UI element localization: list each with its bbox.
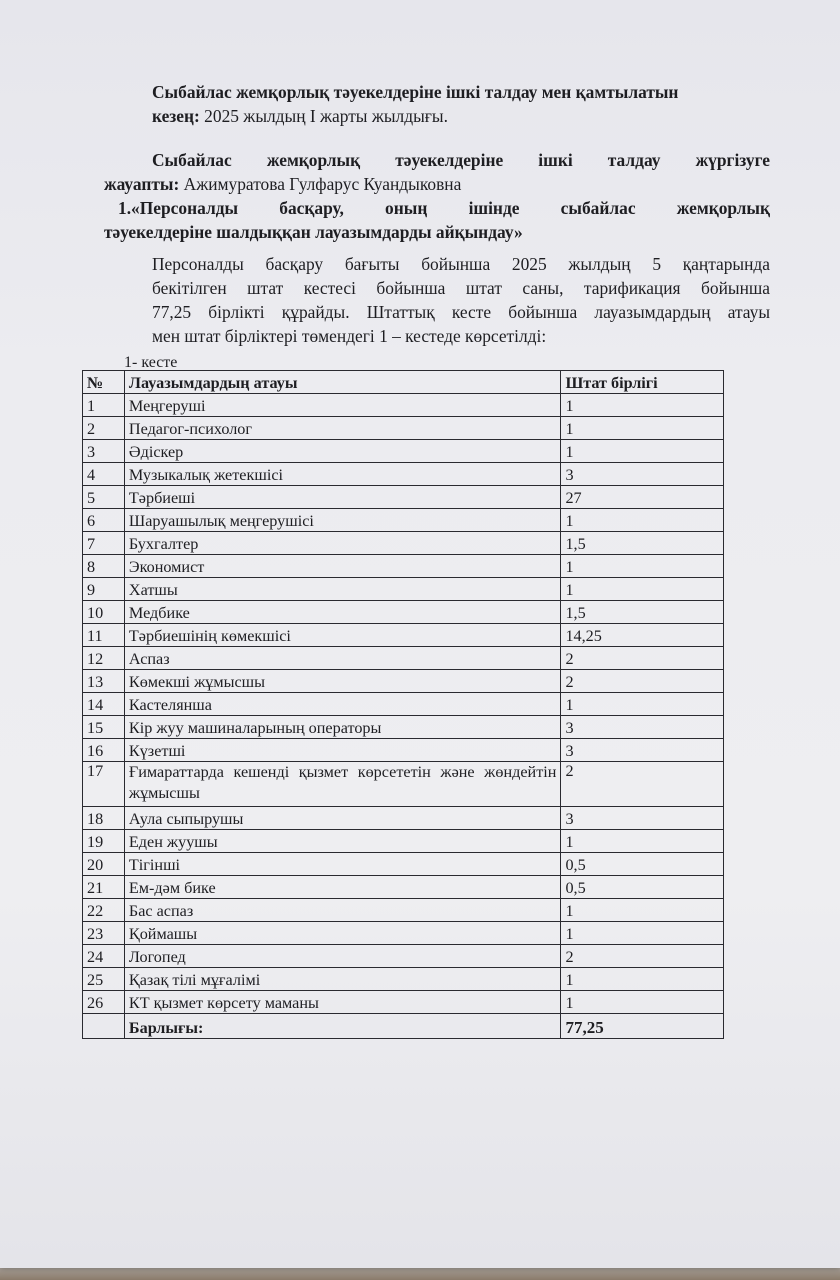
row-qty: 1 <box>561 578 724 601</box>
row-qty: 3 <box>561 739 724 762</box>
table-row <box>83 716 724 739</box>
table-row <box>83 555 724 578</box>
table-row <box>83 394 724 417</box>
table-row <box>83 509 724 532</box>
section-title: 1.«Персоналды басқару, оның ішінде сыбайлас жемқорлық <box>118 198 770 218</box>
row-name: Логопед <box>124 945 561 968</box>
table-row <box>83 762 724 807</box>
table-row <box>83 670 724 693</box>
row-num: 3 <box>83 440 125 463</box>
row-name: Қоймашы <box>124 922 561 945</box>
row-name: Тәрбиеші <box>124 486 561 509</box>
period-label-2: кезең: <box>152 106 200 126</box>
table-row <box>83 853 724 876</box>
row-num: 22 <box>83 899 125 922</box>
row-qty: 2 <box>561 945 724 968</box>
row-name: Күзетші <box>124 739 561 762</box>
body-paragraph <box>152 252 770 348</box>
staff-table <box>82 370 724 1039</box>
row-num: 25 <box>83 968 125 991</box>
row-qty: 1,5 <box>561 601 724 624</box>
responsible-label-2: жауапты: <box>104 174 180 194</box>
row-name: Экономист <box>124 555 561 578</box>
row-num: 13 <box>83 670 125 693</box>
header-name: Лауазымдардың атауы <box>124 371 561 394</box>
row-name: Кір жуу машиналарының операторы <box>124 716 561 739</box>
table-total-row <box>83 1014 724 1039</box>
responsible-value: Ажимуратова Гулфарус Куандыковна <box>179 174 462 194</box>
row-num: 15 <box>83 716 125 739</box>
table-row <box>83 807 724 830</box>
table-row <box>83 440 724 463</box>
row-qty: 1 <box>561 968 724 991</box>
section-title-2: тәуекелдеріне шалдыққан лауазымдарды айқындау» <box>104 222 523 242</box>
total-value: 77,25 <box>561 1014 724 1039</box>
row-num: 12 <box>83 647 125 670</box>
row-num: 9 <box>83 578 125 601</box>
row-name: Ем-дәм бике <box>124 876 561 899</box>
row-num: 24 <box>83 945 125 968</box>
row-num: 5 <box>83 486 125 509</box>
body-line: Персоналды басқару бағыты бойынша 2025 жылдың 5 қаңтарында <box>152 254 770 274</box>
row-name: Медбике <box>124 601 561 624</box>
row-qty: 3 <box>561 807 724 830</box>
row-qty: 1 <box>561 693 724 716</box>
total-label: Барлығы: <box>124 1014 561 1039</box>
header-num: № <box>83 371 125 394</box>
header-qty: Штат бірлігі <box>561 371 724 394</box>
table-row <box>83 899 724 922</box>
body-line: бекітілген штат кестесі бойынша штат саны, тарификация бойынша <box>152 278 770 298</box>
row-num: 23 <box>83 922 125 945</box>
table-row <box>83 647 724 670</box>
row-name: Ғимараттарда кешенді қызмет көрсететін және жөндейтін жұмысшы <box>124 762 561 807</box>
row-name: Бухгалтер <box>124 532 561 555</box>
table-row <box>83 693 724 716</box>
row-name: Шаруашылық меңгерушісі <box>124 509 561 532</box>
row-qty: 3 <box>561 463 724 486</box>
row-num: 10 <box>83 601 125 624</box>
table-row <box>83 601 724 624</box>
row-qty: 0,5 <box>561 876 724 899</box>
row-num: 16 <box>83 739 125 762</box>
row-num: 20 <box>83 853 125 876</box>
row-qty: 2 <box>561 762 724 807</box>
table-row <box>83 830 724 853</box>
row-num: 2 <box>83 417 125 440</box>
row-name: Музыкалық жетекшісі <box>124 463 561 486</box>
row-num: 11 <box>83 624 125 647</box>
row-qty: 1 <box>561 394 724 417</box>
table-row <box>83 463 724 486</box>
row-qty: 1 <box>561 555 724 578</box>
row-name: Тігінші <box>124 853 561 876</box>
table-caption: 1- кесте <box>124 354 178 371</box>
row-qty: 3 <box>561 716 724 739</box>
period-label: Сыбайлас жемқорлық тәуекелдеріне ішкі талдау мен қамтылатын <box>152 82 679 102</box>
table-row <box>83 578 724 601</box>
table-row <box>83 486 724 509</box>
row-name: Меңгеруші <box>124 394 561 417</box>
row-qty: 1,5 <box>561 532 724 555</box>
row-qty: 1 <box>561 991 724 1014</box>
table-row <box>83 968 724 991</box>
row-name: Кастелянша <box>124 693 561 716</box>
period-line <box>152 104 770 128</box>
table-header-row <box>83 371 724 394</box>
row-name: Қазақ тілі мұғалімі <box>124 968 561 991</box>
row-name: КТ қызмет көрсету маманы <box>124 991 561 1014</box>
total-num-cell <box>83 1014 125 1039</box>
row-qty: 27 <box>561 486 724 509</box>
row-qty: 1 <box>561 417 724 440</box>
table-row <box>83 739 724 762</box>
table-row <box>83 624 724 647</box>
row-qty: 2 <box>561 647 724 670</box>
row-num: 19 <box>83 830 125 853</box>
row-name: Көмекші жұмысшы <box>124 670 561 693</box>
row-qty: 1 <box>561 830 724 853</box>
row-name: Тәрбиешінің көмекшісі <box>124 624 561 647</box>
row-num: 8 <box>83 555 125 578</box>
row-num: 7 <box>83 532 125 555</box>
body-line: мен штат бірліктері төмендегі 1 – кестеде көрсетілді: <box>152 326 547 346</box>
row-name: Хатшы <box>124 578 561 601</box>
row-num: 6 <box>83 509 125 532</box>
table-row <box>83 417 724 440</box>
table-row <box>83 922 724 945</box>
row-num: 18 <box>83 807 125 830</box>
row-qty: 1 <box>561 922 724 945</box>
table-body <box>83 394 724 1039</box>
row-num: 1 <box>83 394 125 417</box>
responsible-label: Сыбайлас жемқорлық тәуекелдеріне ішкі талдау жүргізуге <box>152 150 770 170</box>
table-row <box>83 876 724 899</box>
row-qty: 0,5 <box>561 853 724 876</box>
table-row <box>83 991 724 1014</box>
period-value: 2025 жылдың I жарты жылдығы. <box>199 106 448 126</box>
row-num: 14 <box>83 693 125 716</box>
row-num: 26 <box>83 991 125 1014</box>
row-num: 17 <box>83 762 125 807</box>
row-num: 4 <box>83 463 125 486</box>
responsible-line <box>104 172 770 196</box>
row-name: Еден жуушы <box>124 830 561 853</box>
row-name: Бас аспаз <box>124 899 561 922</box>
row-num: 21 <box>83 876 125 899</box>
row-name: Аспаз <box>124 647 561 670</box>
row-qty: 1 <box>561 440 724 463</box>
row-qty: 14,25 <box>561 624 724 647</box>
table-row <box>83 532 724 555</box>
table-row <box>83 945 724 968</box>
row-qty: 1 <box>561 509 724 532</box>
row-name: Педагог-психолог <box>124 417 561 440</box>
row-qty: 2 <box>561 670 724 693</box>
row-name: Аула сыпырушы <box>124 807 561 830</box>
row-qty: 1 <box>561 899 724 922</box>
row-name: Әдіскер <box>124 440 561 463</box>
body-line: 77,25 бірлікті құрайды. Штаттық кесте бойынша лауазымдардың атауы <box>152 302 770 322</box>
